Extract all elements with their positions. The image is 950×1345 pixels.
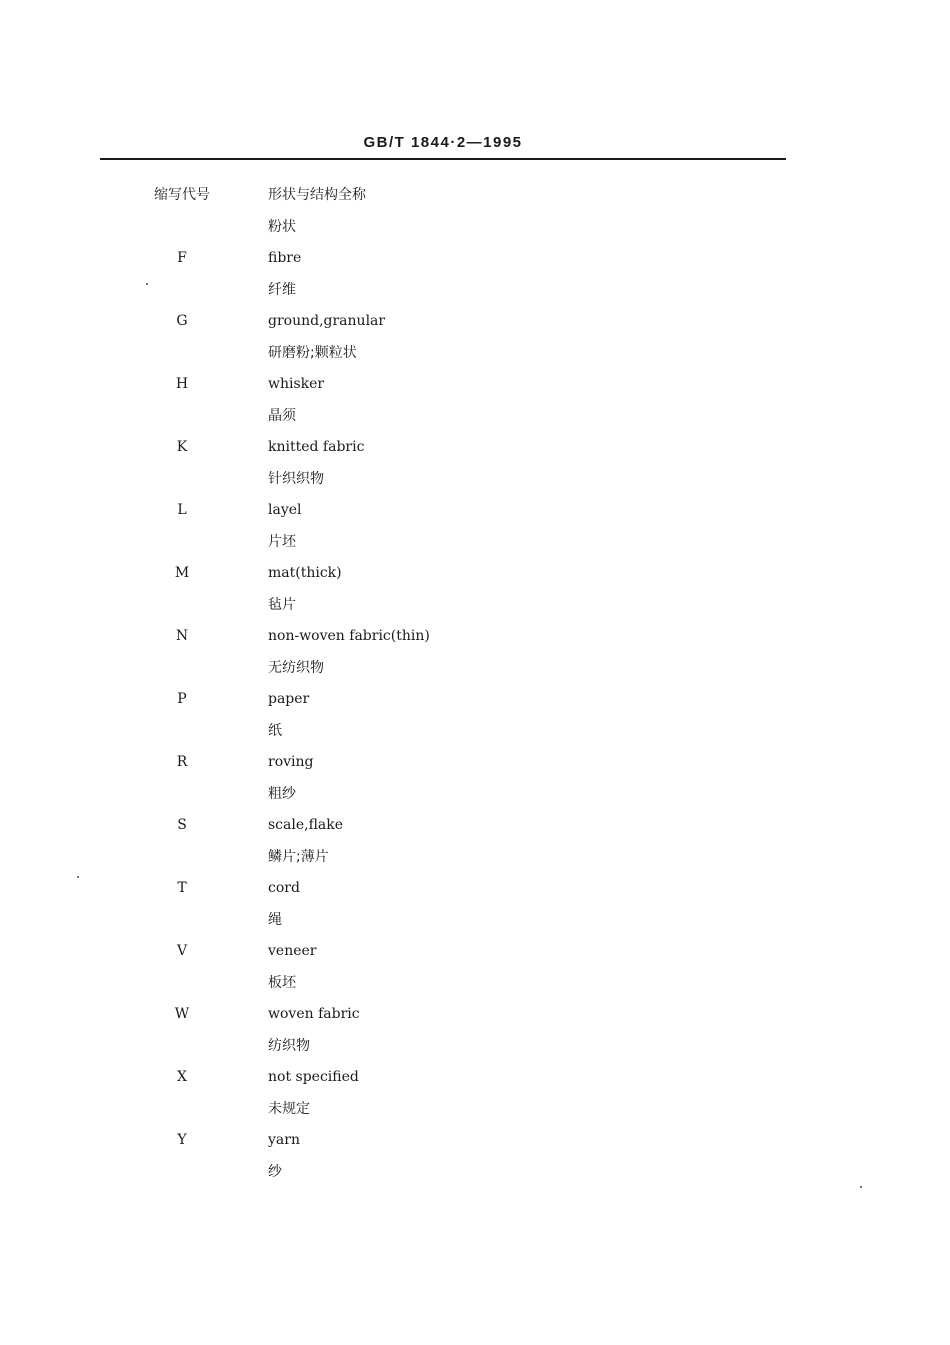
table-row [140,684,700,716]
table-row [140,369,700,401]
abbreviation-code: H [175,376,189,392]
table-row [140,558,700,590]
scan-speck [860,1186,862,1188]
chinese-name: 纤维 [268,281,296,298]
table-row [140,936,700,968]
table-row [140,810,700,842]
table-row [140,653,700,685]
english-name: scale,flake [268,817,344,833]
abbreviation-code: F [177,250,187,266]
table-row [140,1094,700,1126]
english-name: ground,granular [268,313,386,329]
abbreviation-code: N [175,628,189,644]
chinese-name: 纺织物 [268,1037,310,1054]
chinese-name: 纸 [268,722,282,739]
english-name: yarn [268,1132,300,1148]
table-row [140,779,700,811]
table-row [140,999,700,1031]
abbreviation-code: Y [177,1132,187,1148]
chinese-name: 鳞片;薄片 [268,848,329,865]
chinese-name: 针织织物 [268,470,324,487]
table-row [140,905,700,937]
chinese-name: 无纺织物 [268,659,324,676]
table-row [140,527,700,559]
abbreviation-code: M [174,565,190,581]
column-header-code: 缩写代号 [154,187,210,203]
table-row [140,401,700,433]
chinese-name: 绳 [268,911,282,928]
table-row [140,306,700,338]
table-row [140,1157,700,1189]
abbreviation-code: T [177,880,187,896]
abbreviation-table [140,180,700,1188]
table-row [140,590,700,622]
table-row [140,212,700,244]
chinese-name: 板坯 [268,974,296,991]
table-row [140,747,700,779]
chinese-name: 粉状 [268,218,296,235]
abbreviation-code: W [174,1006,190,1022]
header-rule [100,158,786,160]
english-name: mat(thick) [268,565,342,581]
table-row [140,243,700,275]
scan-speck [77,876,79,878]
chinese-name: 毡片 [268,596,296,613]
table-row [140,464,700,496]
english-name: non-woven fabric(thin) [268,628,430,644]
scan-speck [146,283,148,285]
chinese-name: 未规定 [268,1100,310,1117]
abbreviation-code: L [177,502,187,518]
table-row [140,621,700,653]
table-row [140,716,700,748]
table-row [140,1031,700,1063]
abbreviation-code: G [176,313,188,329]
page-header: GB/T 1844·2—1995 [363,134,523,151]
chinese-name: 片坯 [268,533,296,550]
table-row [140,1062,700,1094]
abbreviation-code: X [177,1069,187,1085]
english-name: paper [268,691,310,707]
table-row [140,968,700,1000]
chinese-name: 研磨粉;颗粒状 [268,344,357,361]
table-header-row [140,180,700,212]
english-name: roving [268,754,314,770]
table-row [140,1125,700,1157]
table-row [140,873,700,905]
english-name: knitted fabric [268,439,365,455]
table-row [140,338,700,370]
english-name: fibre [268,250,302,266]
chinese-name: 粗纱 [268,785,296,802]
table-body [140,212,700,1189]
abbreviation-code: R [176,754,188,770]
table-row [140,432,700,464]
table-row [140,842,700,874]
english-name: woven fabric [268,1006,360,1022]
table-row [140,275,700,307]
chinese-name: 晶须 [268,407,296,424]
chinese-name: 纱 [268,1163,282,1180]
abbreviation-code: S [177,817,187,833]
column-header-name: 形状与结构全称 [268,187,366,203]
abbreviation-code: V [176,943,188,959]
abbreviation-code: P [177,691,187,707]
abbreviation-code: K [176,439,188,455]
english-name: whisker [268,376,325,392]
english-name: layel [268,502,302,518]
english-name: veneer [268,943,317,959]
english-name: cord [268,880,300,896]
table-row [140,495,700,527]
english-name: not specified [268,1069,359,1085]
